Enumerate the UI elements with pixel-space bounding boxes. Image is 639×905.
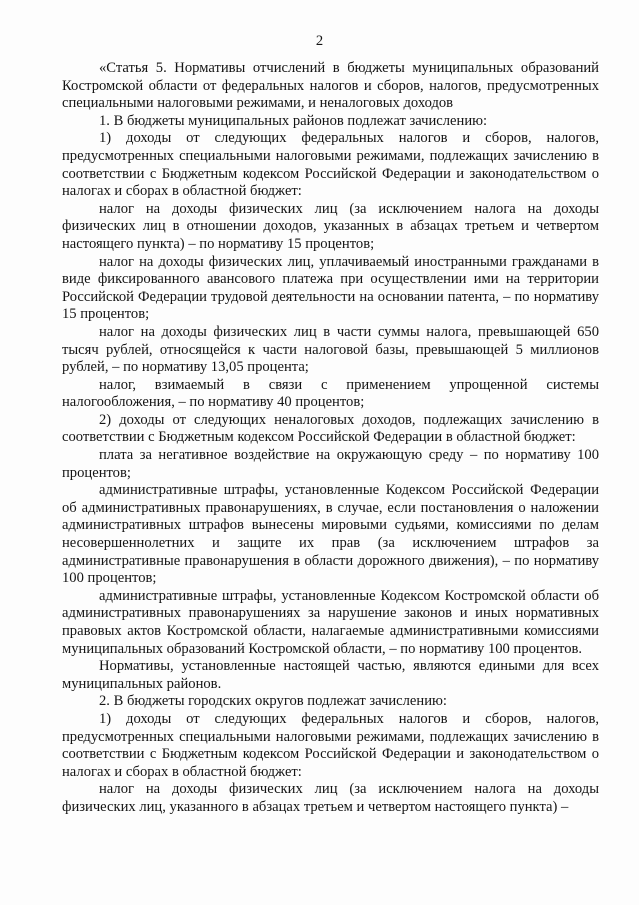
paragraph-federal-fines: административные штрафы, установленные Кодексом Российской Федерации об административных правонарушениях, в случае, если постановления о наложении административных штрафов вынесены мировыми судьями, комиссиями по делам несовершеннолетних и защите их прав (за исключением штрафов за административные правонарушения в области дорожного движения), – по нормативу 100 процентов;	[62, 482, 599, 587]
document-body	[62, 60, 599, 817]
section-1-heading: 1. В бюджеты муниципальных районов подлежат зачислению:	[99, 112, 488, 129]
paragraph-ndfl-patent: налог на доходы физических лиц, уплачиваемый иностранными гражданами в виде фиксированного авансового платежа при осуществлении ими на территории Российской Федерации трудовой деятельности на основании патента, – по нормативу 15 процентов;	[62, 253, 599, 323]
paragraph-usn-tax: налог, взимаемый в связи с применением упрощенной системы налогообложения, – по нормативу 40 процентов;	[62, 376, 599, 411]
article-heading: «Статья 5. Нормативы отчислений в бюджеты муниципальных образований Костромской области от федеральных налогов и сборов, налогов, предусмотренных специальными налоговыми режимами, и неналоговых доходов	[62, 60, 599, 112]
page-number: 2	[315, 33, 324, 49]
section-2-item-1: 1) доходы от следующих федеральных налогов и сборов, налогов, предусмотренных специальными налоговыми режимами, подлежащих зачислению в соответствии с Бюджетным кодексом Российской Федерации и законодательством о налогах и сборах в областной бюджет:	[62, 710, 599, 780]
paragraph-ndfl-urban: налог на доходы физических лиц (за исключением налога на доходы физических лиц, указанного в абзацах третьем и четвертом настоящего пункта) –	[62, 781, 599, 815]
paragraph-uniform-norms: Нормативы, установленные настоящей частью, являются едиными для всех муниципальных районов.	[62, 658, 599, 692]
paragraph-regional-fines: административные штрафы, установленные Кодексом Костромской области об административных правонарушениях за нарушение законов и иных нормативных правовых актов Костромской области, налагаемые административными комиссиями муниципальных образований Костромской области, – по нормативу 100 процентов.	[62, 587, 599, 657]
paragraph-ndfl-general: налог на доходы физических лиц (за исключением налога на доходы физических лиц в отношении доходов, указанных в абзацах третьем и четвертом настоящего пункта) – по нормативу 15 процентов;	[62, 200, 599, 252]
paragraph-ndfl-excess: налог на доходы физических лиц в части суммы налога, превышающей 650 тысяч рублей, относящейся к части налоговой базы, превышающей 5 миллионов рублей, – по нормативу 13,05 процента;	[62, 323, 599, 376]
paragraph-environment-fee: плата за негативное воздействие на окружающую среду – по нормативу 100 процентов;	[62, 447, 599, 481]
section-1-item-1: 1) доходы от следующих федеральных налогов и сборов, налогов, предусмотренных специальными налоговыми режимами, подлежащих зачислению в соответствии с Бюджетным кодексом Российской Федерации и законодательством о налогах и сборах в областной бюджет:	[62, 130, 599, 200]
section-1-item-2: 2) доходы от следующих неналоговых доходов, подлежащих зачислению в соответствии с Бюджетным кодексом Российской Федерации в областной бюджет:	[62, 411, 599, 446]
section-2-heading: 2. В бюджеты городских округов подлежат зачислению:	[99, 693, 447, 710]
